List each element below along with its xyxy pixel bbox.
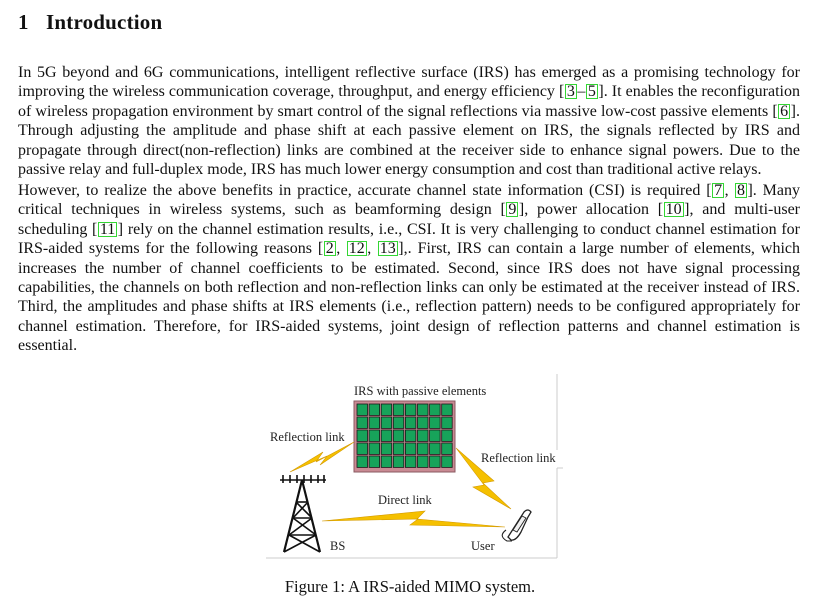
citation-link[interactable]: 3 <box>566 83 575 101</box>
citation-link[interactable]: 13 <box>379 240 396 258</box>
text-run: In 5G beyond and 6G communications, intelligent reflective surface (IRS) has emerged as a promising technology for improving the wireless communication coverage, throughput, and energy efficiency [ <box>18 64 800 101</box>
irs-element <box>393 456 404 467</box>
citation-link[interactable]: 5 <box>587 83 596 101</box>
irs-element <box>393 430 404 441</box>
reflection-link-right-label: Reflection link <box>481 451 556 465</box>
text-run: ] rely on the channel estimation results, i.e., CSI. It is very challenging to conduct channel estimation for IRS-aided systems for the following reasons [ <box>18 220 801 258</box>
irs-element <box>430 404 441 415</box>
figure-caption: Figure 1: A IRS-aided MIMO system. <box>284 577 536 596</box>
irs-element <box>357 404 368 415</box>
text-run: ], power allocation [ <box>518 201 664 219</box>
irs-element <box>369 456 380 467</box>
text-run: ]. Through adjusting the amplitude and phase shift at each passive element on IRS, the signals reflected by IRS and propagate through direct(non-reflection) links are combined at the receiver side to enhance signal powers. Due to the passive relay and full-duplex mode, IRS has much lower energy consumption and cost than traditional active relays. <box>18 102 800 179</box>
irs-element <box>357 430 368 441</box>
irs-element <box>418 430 429 441</box>
text-run: ]. It enables the reconfiguration of wireless propagation environment by smart control of the signal reflections via massive low-cost passive elements [ <box>18 83 801 120</box>
irs-element <box>381 456 392 467</box>
irs-label: IRS with passive elements <box>354 384 487 398</box>
irs-element <box>369 404 380 415</box>
irs-element <box>381 404 392 415</box>
reflection-link-left-label: Reflection link <box>270 430 345 444</box>
citation-link[interactable]: 6 <box>780 102 789 120</box>
text-run: , <box>367 240 378 258</box>
irs-system-figure <box>260 370 565 560</box>
irs-element <box>430 443 441 454</box>
user-phone-icon <box>502 510 531 541</box>
irs-element <box>430 456 441 467</box>
irs-element <box>357 443 368 454</box>
irs-element <box>430 417 441 428</box>
irs-element <box>369 443 380 454</box>
irs-element <box>393 404 404 415</box>
text-run: , <box>336 240 347 258</box>
irs-element <box>442 456 453 467</box>
user-label: User <box>471 539 495 553</box>
reflection-link-left-bolt <box>290 442 354 472</box>
irs-element <box>442 430 453 441</box>
citation-link[interactable]: 9 <box>508 201 517 219</box>
citation-link[interactable]: 8 <box>736 182 745 199</box>
citation-link[interactable]: 2 <box>325 240 334 258</box>
irs-element <box>405 417 416 428</box>
irs-element <box>430 430 441 441</box>
section-title: Introduction <box>46 10 163 34</box>
irs-element <box>405 430 416 441</box>
citation-link[interactable]: 11 <box>99 220 116 238</box>
irs-element <box>418 417 429 428</box>
irs-element <box>393 443 404 454</box>
citation-link[interactable]: 7 <box>714 182 723 199</box>
irs-element <box>381 417 392 428</box>
irs-element <box>381 443 392 454</box>
text-run: ],. First, IRS can contain a large number of elements, which increases the number of channel coefficients to be estimated. Second, since IRS does not have signal processing capabilities, the channels on both reflection and non-reflection links can only be estimated at the receiver instead of IRS. Third, the amplitudes and phase shifts at IRS elements (i.e., reflection pattern) needs to be configured appropriately for channel estimation. Therefore, for IRS-aided systems, joint design of reflection patterns and channel estimation is essential. <box>18 240 801 355</box>
irs-element <box>442 404 453 415</box>
paragraph-2 <box>18 181 800 356</box>
irs-element <box>369 430 380 441</box>
direct-link-label: Direct link <box>378 493 432 507</box>
text-run: ], and multi-user scheduling [ <box>18 201 800 238</box>
irs-element <box>418 456 429 467</box>
section-heading <box>18 10 162 35</box>
irs-element <box>442 417 453 428</box>
irs-element <box>369 417 380 428</box>
irs-element <box>405 456 416 467</box>
text-run: However, to realize the above benefits in practice, accurate channel state information (CSI) is required [ <box>18 182 712 199</box>
base-station-tower-icon <box>280 475 326 552</box>
citation-link[interactable]: 10 <box>665 201 682 219</box>
irs-element <box>418 404 429 415</box>
text-run: , <box>724 182 735 199</box>
irs-panel <box>354 401 455 472</box>
irs-element <box>405 443 416 454</box>
irs-element <box>405 404 416 415</box>
text-run: ]. Many critical techniques in wireless systems, such as beamforming design [ <box>18 182 801 219</box>
bs-label: BS <box>330 539 346 553</box>
irs-element <box>418 443 429 454</box>
section-number: 1 <box>18 10 29 34</box>
irs-element <box>357 417 368 428</box>
irs-element <box>442 443 453 454</box>
irs-element <box>357 456 368 467</box>
text-run: – <box>577 83 586 101</box>
irs-element <box>393 417 404 428</box>
paragraph-1 <box>18 63 800 179</box>
citation-link[interactable]: 12 <box>348 240 365 258</box>
direct-link-bolt <box>322 511 505 527</box>
irs-element <box>381 430 392 441</box>
